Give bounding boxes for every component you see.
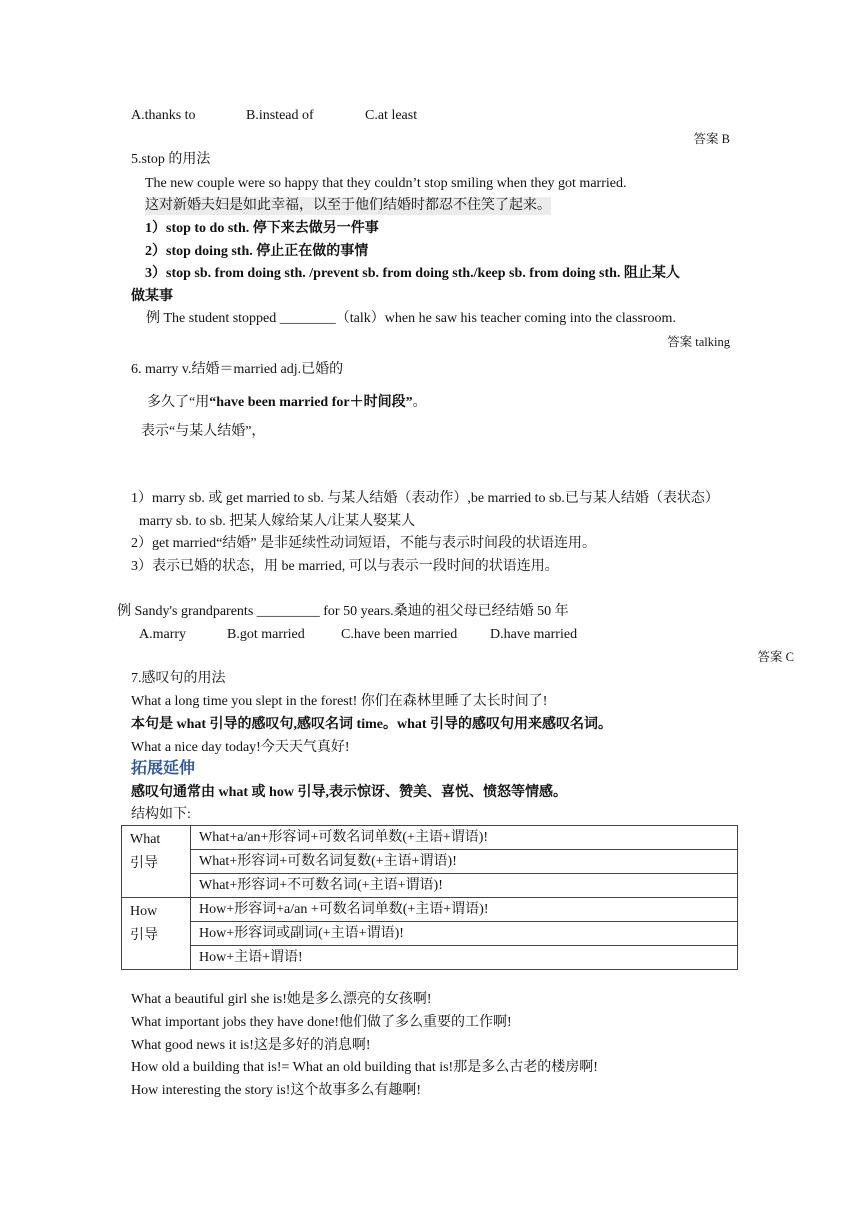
s6-exercise: 例 Sandy's grandparents _________ for 50 years.桑迪的祖父母已经结婚 50 年 xyxy=(117,604,569,619)
what-group-label-line2: 引导 xyxy=(130,856,158,871)
s5-answer: 答案 talking xyxy=(667,335,730,349)
s6-option-c: C.have been married xyxy=(341,627,458,642)
example-sentence: What good news it is!这是多好的消息啊! xyxy=(131,1038,371,1053)
s6-option-d: D.have married xyxy=(490,627,578,642)
q4-option-a: A.thanks to xyxy=(131,108,196,123)
s5-point3-cont: 做某事 xyxy=(131,289,173,304)
table-row xyxy=(122,874,738,898)
example-sentence: What a beautiful girl she is!她是多么漂亮的女孩啊! xyxy=(131,992,432,1007)
s6-option-a: A.marry xyxy=(139,627,187,642)
what-group-label xyxy=(122,826,191,898)
q4-answer: 答案 B xyxy=(693,132,730,146)
example-sentence: How interesting the story is!这个故事多么有趣啊! xyxy=(131,1083,422,1098)
table-cell: How+主语+谓语! xyxy=(191,946,738,970)
s6-options xyxy=(139,626,577,644)
s6-line-a-bold: “have been married for＋时间段” xyxy=(209,395,413,410)
s7-example2: What a nice day today!今天天气真好! xyxy=(131,740,350,755)
table-row xyxy=(122,922,738,946)
table-row xyxy=(122,826,738,850)
s5-example-en: The new couple were so happy that they couldn’t stop smiling when they got married. xyxy=(145,176,627,191)
s7-title: 7.感叹句的用法 xyxy=(131,671,226,686)
s6-line-a-suffix: 。 xyxy=(412,395,427,410)
s5-example-zh: 这对新婚夫妇是如此幸福，以至于他们结婚时都忍不住笑了起来。 xyxy=(145,198,551,213)
table-row xyxy=(122,850,738,874)
table-row xyxy=(122,898,738,922)
example-sentence: What important jobs they have done!他们做了多么重要的工作啊! xyxy=(131,1015,512,1030)
s5-point3: 3）stop sb. from doing sth. /prevent sb. from doing sth./keep sb. from doing sth. 阻止某人 xyxy=(145,266,680,281)
s6-item2: 2）get married“结婚” 是非延续性动词短语，不能与表示时间段的状语连用。 xyxy=(131,536,597,551)
what-group-label-line1: What xyxy=(130,832,161,847)
exclamation-structure-table xyxy=(121,825,738,970)
table-row xyxy=(122,946,738,970)
s5-point1: 1）stop to do sth. 停下来去做另一件事 xyxy=(145,221,379,236)
how-group-label-line1: How xyxy=(130,904,158,919)
q4-options xyxy=(131,107,417,125)
extension-description: 感叹句通常由 what 或 how 引导,表示惊讶、赞美、喜悦、愤怒等情感。 xyxy=(131,785,567,800)
s5-title: 5.stop 的用法 xyxy=(131,152,211,167)
table-cell: What+a/an+形容词+可数名词单数(+主语+谓语)! xyxy=(191,826,738,850)
s6-title: 6. marry v.结婚＝married adj.已婚的 xyxy=(131,362,344,377)
s6-line-a-prefix: 多久了“用 xyxy=(147,395,210,410)
s5-exercise: 例 The student stopped ________（talk）when he saw his teacher coming into the classroom. xyxy=(146,311,676,326)
how-group-label-line2: 引导 xyxy=(130,928,158,943)
s6-item1b: marry sb. to sb. 把某人嫁给某人/让某人娶某人 xyxy=(139,514,416,529)
s6-option-b: B.got married xyxy=(227,627,305,642)
table-cell: What+形容词+可数名词复数(+主语+谓语)! xyxy=(191,850,738,874)
s6-item3: 3）表示已婚的状态，用 be married, 可以与表示一段时间的状语连用。 xyxy=(131,559,559,574)
s7-example1: What a long time you slept in the forest! 你们在森林里睡了太长时间了! xyxy=(131,694,548,709)
s6-answer: 答案 C xyxy=(757,650,794,664)
s6-line-a xyxy=(147,394,427,412)
s6-item1: 1）marry sb. 或 get married to sb. 与某人结婚（表动作）,be married to sb.已与某人结婚（表状态） xyxy=(131,491,719,506)
how-group-label xyxy=(122,898,191,970)
table-cell: How+形容词+a/an +可数名词单数(+主语+谓语)! xyxy=(191,898,738,922)
q4-option-c: C.at least xyxy=(365,108,418,123)
extension-heading: 拓展延伸 xyxy=(131,760,196,777)
example-sentence: How old a building that is!= What an old building that is!那是多么古老的楼房啊! xyxy=(131,1060,598,1075)
s7-note: 本句是 what 引导的感叹句,感叹名词 time。what 引导的感叹句用来感叹名词。 xyxy=(131,717,613,732)
structure-label: 结构如下: xyxy=(131,807,191,822)
table-cell: What+形容词+不可数名词(+主语+谓语)! xyxy=(191,874,738,898)
table-cell: How+形容词或副词(+主语+谓语)! xyxy=(191,922,738,946)
s5-point2: 2）stop doing sth. 停止正在做的事情 xyxy=(145,244,369,259)
s6-line-b: 表示“与某人结婚”， xyxy=(141,424,266,439)
q4-option-b: B.instead of xyxy=(246,108,314,123)
